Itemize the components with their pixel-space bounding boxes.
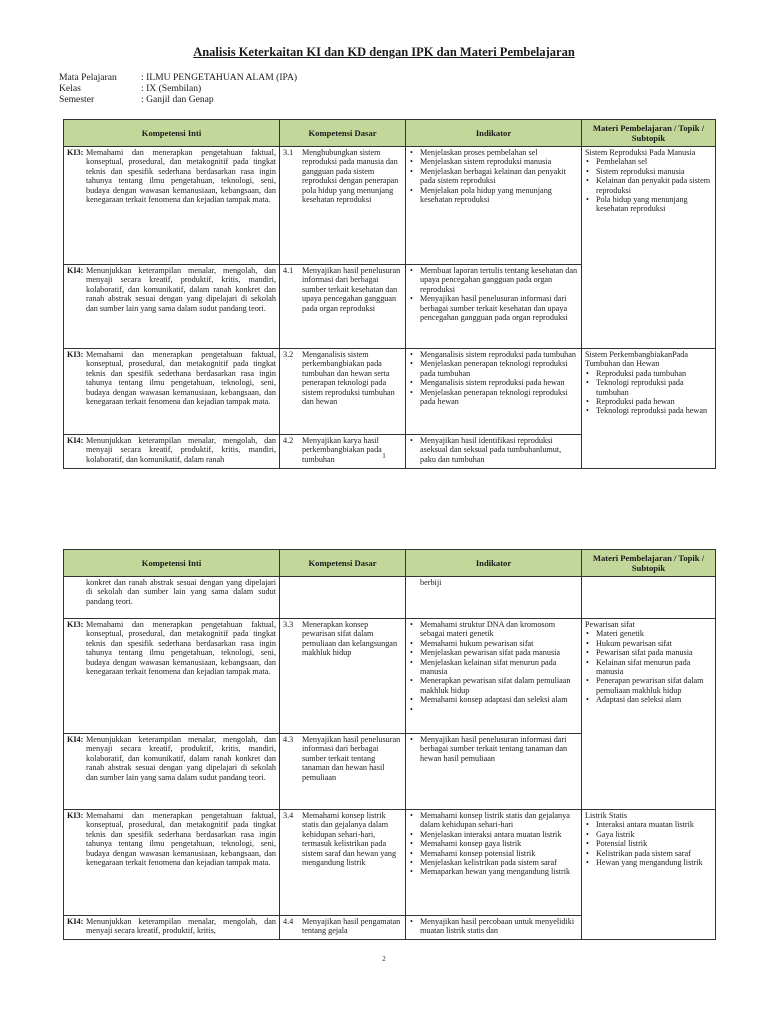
list-item: • Menjelaskan penerapan teknologi reproduksi pada hewan (420, 388, 578, 407)
kd-text: Menyajikan hasil penelusuran informasi dari berbagai sumber terkait kesehatan dan upaya pencegahan gangguan pada organ reproduksi (302, 266, 401, 313)
list-item: • Kelistrikan pada sistem saraf (596, 849, 712, 858)
ki-cell (64, 619, 280, 734)
list-item: • Menjelaskan proses pembelahan sel (420, 148, 578, 157)
ki-text: Memahami dan menerapkan pengetahuan faktual, konseptual, prosedural, dan metakognitif pada tingkat teknis dan spesifik sederhana berdasarkan rasa ingin tahunya tentang ilmu pengetahuan, teknologi, seni, budaya dengan wawasan kemanusiaan, kebangsaan, dan kenegaraan terkait fenomena dan kejadian tampak mata. (86, 811, 276, 868)
list-item: • Membuat laporan tertulis tentang kesehatan dan upaya pencegahan gangguan pada organ reproduksi (420, 266, 578, 294)
ki-text: Memahami dan menerapkan pengetahuan faktual, konseptual, prosedural, dan metakognitif pada tingkat teknis dan spesifik sederhana berdasarkan rasa ingin tahunya tentang ilmu pengetahuan, teknologi, seni, budaya dengan wawasan kemanusiaan, kebangsaan, dan kenegaraan terkait fenomena dan kejadian tampak mata. (86, 620, 276, 677)
ki-text: Memahami dan menerapkan pengetahuan faktual, konseptual, prosedural, dan metakognitif pada tingkat teknis dan spesifik sederhana berdasarkan rasa ingin tahunya tentang ilmu pengetahuan, teknologi, seni, budaya dengan wawasan kemanusiaan, kebangsaan, dan kenegaraan terkait fenomena dan kejadian tampak mata. (86, 148, 276, 205)
kd-cell (280, 810, 406, 916)
meta-label: Kelas (59, 83, 81, 95)
list-item (420, 705, 578, 714)
table-header-row (64, 550, 716, 577)
meta-subject (59, 72, 297, 83)
list-item: • Reproduksi pada tumbuhan (596, 369, 712, 378)
kd-number: 4.1 (283, 266, 294, 275)
kd-text: Menyajikan hasil penelusuran informasi dari berbagai sumber terkait tentang tanaman dan hewan hasil pemuliaan (302, 735, 401, 782)
header-materi: Materi Pembelajaran / Topik / Subtopik (582, 550, 716, 577)
ki-code: KI4: (67, 735, 84, 744)
ki-text: Menunjukkan keterampilan menalar, mengolah, dan menyaji secara kreatif, produktif, kritis, mandiri, kolaboratif, dan komunikatif, dalam ranah konkret dan ranah abstrak sesuai dengan yang dipelajari di sekolah dan sumber lain yang sama dalam sudut pandang teori. (86, 735, 276, 782)
materi-heading: Sistem Reproduksi Pada Manusia (585, 148, 696, 157)
document-title: Analisis Keterkaitan KI dan KD dengan IPK dan Materi Pembelajaran (193, 45, 575, 59)
list-item: • Adaptasi dan seleksi alam (596, 695, 712, 704)
list-item: • Menjelaskan kelainan sifat menurun pada manusia (420, 658, 578, 677)
materi-heading: Pewarisan sifat (585, 620, 635, 629)
ki-code: KI3: (67, 620, 84, 629)
list-item: • Menyajikan hasil penelusuran informasi dari berbagai sumber terkait tentang tanaman dan hewan hasil pemuliaan (420, 735, 578, 763)
list-item: • Menganalisis sistem reproduksi pada hewan (420, 378, 578, 387)
indicator-cell (406, 577, 582, 619)
meta-label: Mata Pelajaran (59, 72, 117, 83)
header-kompetensi-dasar: Kompetensi Dasar (280, 120, 406, 147)
kd-number: 3.3 (283, 620, 294, 629)
kd-cell (280, 577, 406, 619)
list-item: • Menyajikan hasil penelusuran informasi dari berbagai sumber terkait kesehatan dan upaya pencegahan gangguan pada organ reproduksi (420, 294, 578, 322)
ki-cell (64, 577, 280, 619)
kd-number: 4.4 (283, 917, 294, 926)
meta-semester (59, 94, 297, 105)
table-row (64, 619, 716, 734)
kd-text: Menyajikan hasil pengamatan tentang gejala (302, 917, 401, 936)
ki-cell (64, 734, 280, 810)
list-item: • Pola hidup yang menunjang kesehatan reproduksi (596, 195, 712, 214)
list-item: • Menjelaskan penerapan teknologi reproduksi pada tumbuhan (420, 359, 578, 378)
materi-cell (582, 619, 716, 810)
kd-number: 3.1 (283, 148, 294, 157)
meta-value: : ILMU PENGETAHUAN ALAM (IPA) (141, 72, 298, 83)
kd-number: 4.3 (283, 735, 294, 744)
header-indikator: Indikator (406, 550, 582, 577)
list-item: • Menjelaskan berbagai kelainan dan penyakit pada sistem reproduksi (420, 167, 578, 186)
list-item: • Memahami konsep potensial listrik (420, 849, 578, 858)
kd-number: 4.2 (283, 436, 294, 445)
ki-text: Menunjukkan keterampilan menalar, mengolah, dan menyaji secara kreatif, produktif, kritis, (86, 917, 276, 936)
list-item: • Menjelaskan pewarisan sifat pada manusia (420, 648, 578, 657)
list-item: • Penerapan pewarisan sifat dalam pemuliaan makhluk hidup (596, 676, 712, 695)
list-item: • Reproduksi pada hewan (596, 397, 712, 406)
materi-cell (582, 577, 716, 619)
ki-cell (64, 147, 280, 265)
ki-code: KI4: (67, 917, 84, 926)
list-item: • Memahami hukum pewarisan sifat (420, 639, 578, 648)
kd-cell (280, 265, 406, 349)
ki-cell (64, 349, 280, 435)
list-item: • Menjelaskan kelistrikan pada sistem saraf (420, 858, 578, 867)
kd-cell (280, 147, 406, 265)
ki-cell (64, 810, 280, 916)
list-item: • Menyajikan hasil percobaan untuk menyelidiki muatan listrik statis dan (420, 917, 578, 936)
page-number: 1 (382, 452, 386, 460)
kd-cell (280, 349, 406, 435)
ki-code: KI3: (67, 350, 84, 359)
indicator-cell (406, 349, 582, 435)
materi-heading: Listrik Statis (585, 811, 628, 820)
list-item: • Sistem reproduksi manusia (596, 167, 712, 176)
list-item: • Potensial listrik (596, 839, 712, 848)
page-number: 2 (382, 955, 386, 963)
header-materi: Materi Pembelajaran / Topik / Subtopik (582, 120, 716, 147)
ki-code: KI3: (67, 148, 84, 157)
indicator-continuation: berbiji (420, 578, 442, 587)
list-item: • Memahami konsep adaptasi dan seleksi alam (420, 695, 578, 704)
materi-cell (582, 810, 716, 940)
kd-text: Menerapkan konsep pewarisan sifat dalam pemuliaan dan kelangsungan makhluk hidup (302, 620, 398, 658)
kd-number: 3.2 (283, 350, 294, 359)
indicator-cell (406, 810, 582, 916)
table-row (64, 147, 716, 265)
table-row (64, 349, 716, 435)
header-kompetensi-dasar: Kompetensi Dasar (280, 550, 406, 577)
header-indikator: Indikator (406, 120, 582, 147)
list-item: • Teknologi reproduksi pada hewan (596, 406, 712, 415)
ki-cell (64, 265, 280, 349)
materi-cell (582, 147, 716, 349)
list-item: • Memahami struktur DNA dan kromosom sebagai materi genetik (420, 620, 578, 639)
kd-cell (280, 916, 406, 940)
kd-text: Menghubungkan sistem reproduksi pada manusia dan gangguan pada sistem reproduksi dengan penerapan pola hidup yang menunjang kesehatan reproduksi (302, 148, 399, 205)
list-item: • Menjelaskan sistem reproduksi manusia (420, 157, 578, 166)
meta-value: : IX (Sembilan) (141, 83, 202, 95)
analysis-table-page-1 (63, 119, 716, 469)
indicator-cell (406, 734, 582, 810)
indicator-cell (406, 147, 582, 265)
kd-text: Menganalisis sistem perkembangbiakan pada tumbuhan dan hewan serta penerapan teknologi pada sistem reproduksi tumbuhan dan hewan (302, 350, 395, 407)
list-item: • Hewan yang mengandung listrik (596, 858, 712, 867)
header-kompetensi-inti: Kompetensi Inti (64, 120, 280, 147)
list-item: • Teknologi reproduksi pada tumbuhan (596, 378, 712, 397)
list-item: • Menjelaskan interaksi antara muatan listrik (420, 830, 578, 839)
list-item: • Hukum pewarisan sifat (596, 639, 712, 648)
meta-label: Semester (59, 94, 95, 106)
meta-value: : Ganjil dan Genap (141, 94, 214, 106)
list-item: • Memahami konsep gaya listrik (420, 839, 578, 848)
list-item: • Menerapkan pewarisan sifat dalam pemuliaan makhluk hidup (420, 676, 578, 695)
list-item: • Memahami konsep listrik statis dan gejalanya dalam kehidupan sehari-hari (420, 811, 578, 830)
list-item: • Gaya listrik (596, 830, 712, 839)
meta-class (59, 83, 297, 94)
list-item: • Pewarisan sifat pada manusia (596, 648, 712, 657)
ki-text: konkret dan ranah abstrak sesuai dengan yang dipelajari di sekolah dan sumber lain yang sama dalam sudut pandang teori. (86, 578, 276, 606)
materi-heading: Sistem PerkembangbiakanPada Tumbuhan dan Hewan (585, 350, 689, 369)
analysis-table-page-2 (63, 549, 716, 940)
list-item: • Memaparkan hewan yang mengandung listrik (420, 867, 578, 876)
kd-text: Memahami konsep listrik statis dan gejalanya dalam kehidupan sehari-hari, termasuk kelistrikan pada sistem saraf dan hewan yang mengandung listrik (302, 811, 397, 868)
materi-cell (582, 349, 716, 469)
document-meta (59, 72, 297, 106)
list-item: • Kelainan dan penyakit pada sistem reproduksi (596, 176, 712, 195)
list-item: • Menyajikan hasil identifikasi reproduksi aseksual dan seksual pada tumbuhanlumut, paku dan tumbuhan (420, 436, 578, 464)
ki-code: KI4: (67, 266, 84, 275)
ki-text: Menunjukkan keterampilan menalar, mengolah, dan menyaji secara kreatif, produktif, kritis, mandiri, kolaboratif, dan komunikatif, dalam ranah konkret dan ranah abstrak sesuai dengan yang dipelajari di sekolah dan sumber lain yang sama dalam sudut pandang teori. (86, 266, 276, 313)
table-row (64, 577, 716, 619)
table-header-row (64, 120, 716, 147)
list-item: • Interaksi antara muatan listrik (596, 820, 712, 829)
ki-cell (64, 916, 280, 940)
ki-text: Menunjukkan keterampilan menalar, mengolah, dan menyaji secara kreatif, produktif, kritis, mandiri, kolaboratif, dan komunikatif, dalam ranah (86, 436, 276, 464)
header-kompetensi-inti: Kompetensi Inti (64, 550, 280, 577)
kd-number: 3.4 (283, 811, 294, 820)
ki-code: KI3: (67, 811, 84, 820)
ki-code: KI4: (67, 436, 84, 445)
list-item: • Menganalisis sistem reproduksi pada tumbuhan (420, 350, 578, 359)
indicator-cell (406, 619, 582, 734)
list-item: • Kelainan sifat menurun pada manusia (596, 658, 712, 677)
table-row (64, 810, 716, 916)
list-item: • Materi genetik (596, 629, 712, 638)
ki-text: Memahami dan menerapkan pengetahuan faktual, konseptual, prosedural, dan metakognitif pada tingkat teknis dan spesifik sederhana berdasarkan rasa ingin tahunya tentang ilmu pengetahuan, teknologi, seni, budaya dengan wawasan kemanusiaan, kebangsaan, dan kenegaraan terkait fenomena dan kejadian tampak mata. (86, 350, 276, 407)
kd-text: Menyajikan karya hasil perkembangbiakan pada tumbuhan (302, 436, 382, 464)
list-item: • Menjelakan pola hidup yang menunjang kesehatan reproduksi (420, 186, 578, 205)
kd-cell (280, 619, 406, 734)
kd-cell (280, 734, 406, 810)
indicator-cell (406, 916, 582, 940)
list-item: • Pembelahan sel (596, 157, 712, 166)
indicator-cell (406, 265, 582, 349)
